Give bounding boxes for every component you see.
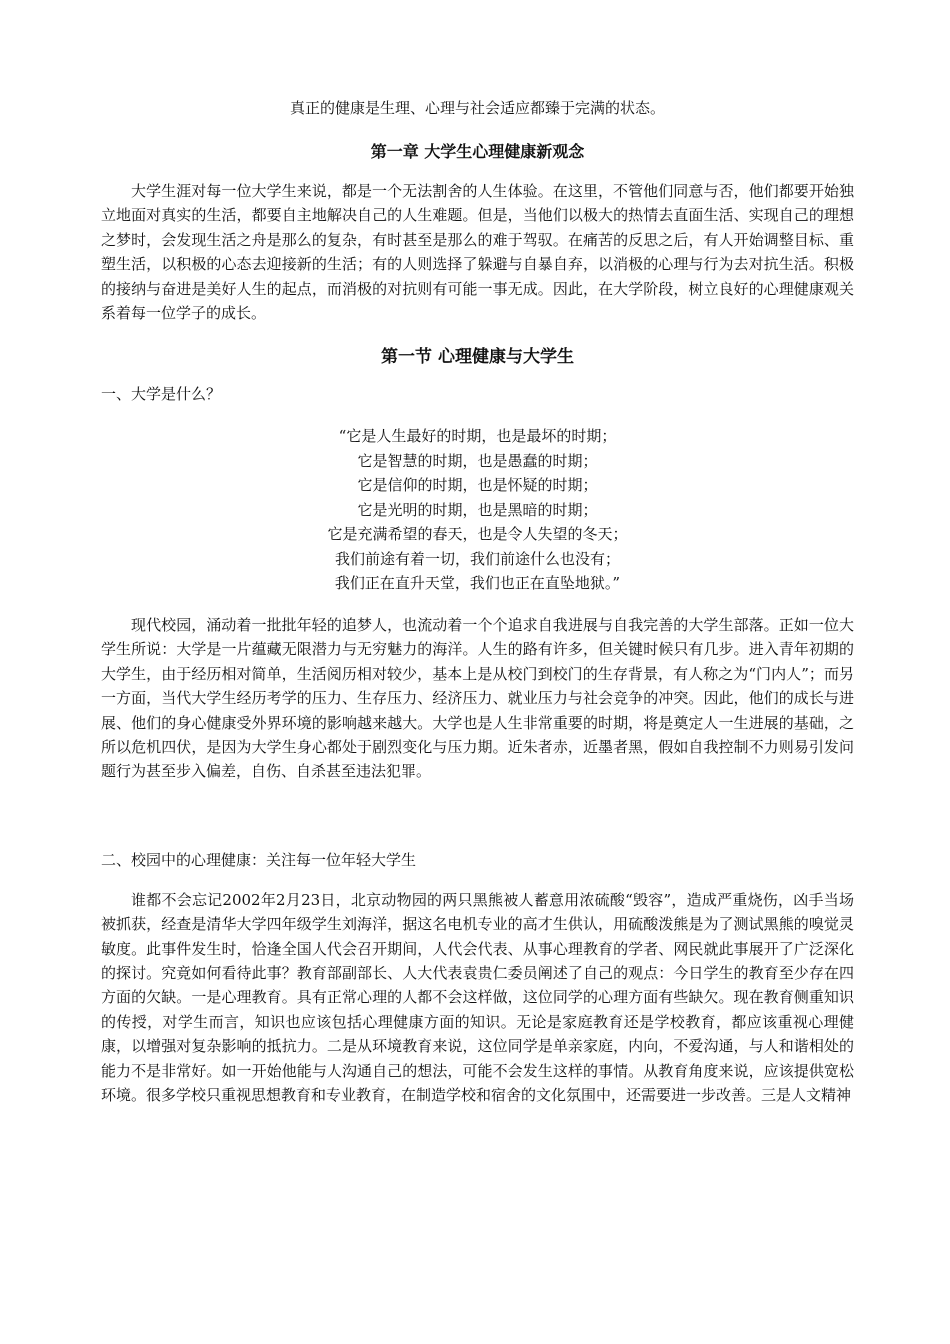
subsection-1-paragraph: 现代校园，涌动着一批批年轻的追梦人，也流动着一个个追求自我进展与自我完善的大学生部落。正如一位大学生所说：大学是一片蕴藏无限潜力与无穷魅力的海洋。人生的路有许多，但关键时候只有几步。进入青年初期的大学生，由于经历相对简单，生活阅历相对较少，基本上是从校门到校门的生存背景，有人称之为“门内人”；而另一方面，当代大学生经历考学的压力、生存压力、经济压力、就业压力与社会竞争的冲突。因此，他们的成长与进展、他们的身心健康受外界环境的影响越来越大。大学也是人生非常重要的时期，将是奠定人一生进展的基础，之所以危机四伏，是因为大学生身心都处于剧烈变化与压力期。近朱者赤，近墨者黑，假如自我控制不力则易引发问题行为甚至步入偏差，自伤、自杀甚至违法犯罪。 xyxy=(101,615,854,781)
quote-line: 它是光明的时期，也是黑暗的时期； xyxy=(357,500,598,519)
chapter-title: 第一章 大学生心理健康新观念 xyxy=(370,142,585,161)
quote-line: 我们正在直升天堂，我们也正在直坠地狱。” xyxy=(334,574,621,593)
subsection-2-paragraph: 谁都不会忘记2002年2月23日，北京动物园的两只黑熊被人蓄意用浓硫酸“毁容”，造成严重烧伤，凶手当场被抓获，经查是清华大学四年级学生刘海洋，据这名电机专业的高才生供认，用硫酸泼熊是为了测试黑熊的嗅觉灵敏度。此事件发生时，恰逢全国人代会召开期间，人代会代表、从事心理教育的学者、网民就此事展开了广泛深化的探讨。究竟如何看待此事？教育部副部长、人大代表袁贵仁委员阐述了自己的观点：今日学生的教育至少存在四方面的欠缺。一是心理教育。具有正常心理的人都不会这样做，这位同学的心理方面有些缺欠。现在教育侧重知识的传授，对学生而言，知识也应该包括心理健康方面的知识。无论是家庭教育还是学校教育，都应该重视心理健康，以增强对复杂影响的抵抗力。二是从环境教育来说，这位同学是单亲家庭，内向，不爱沟通，与人和谐相处的能力不是非常好。如一开始他能与人沟通自己的想法，可能不会发生这样的事情。从教育角度来说，应该提供宽松环境。很多学校只重视思想教育和专业教育，在制造学校和宿舍的文化氛围中，还需要进一步改善。三是人文精神 xyxy=(101,890,854,1105)
quote-line: 我们前途有着一切，我们前途什么也没有； xyxy=(334,549,620,568)
quote-line: 它是信仰的时期，也是怀疑的时期； xyxy=(357,476,598,495)
spacer xyxy=(101,784,854,848)
section-title: 第一节 心理健康与大学生 xyxy=(381,347,574,368)
quote-block xyxy=(101,424,854,596)
subsection-1-heading: 一、大学是什么？ xyxy=(101,385,222,404)
quote-line: 它是充满希望的春天，也是令人失望的冬天； xyxy=(327,525,628,544)
quote-line: 它是智慧的时期，也是愚蠢的时期； xyxy=(357,451,598,470)
intro-line: 真正的健康是生理、心理与社会适应都臻于完满的状态。 xyxy=(289,99,665,117)
document-page xyxy=(101,96,854,1107)
quote-line: “它是人生最好的时期，也是最坏的时期； xyxy=(338,427,617,446)
chapter-intro-paragraph: 大学生涯对每一位大学生来说，都是一个无法割舍的人生体验。在这里，不管他们同意与否，他们都要开始独立地面对真实的生活，都要自主地解决自己的人生难题。但是，当他们以极大的热情去直面生活、实现自己的理想之梦时，会发现生活之舟是那么的复杂，有时甚至是那么的难于驾驭。在痛苦的反思之后，有人开始调整目标、重塑生活，以积极的心态去迎接新的生活；有的人则选择了躲避与自暴自弃，以消极的心理与行为去对抗生活。积极的接纳与奋进是美好人生的起点，而消极的对抗则有可能一事无成。因此，在大学阶段，树立良好的心理健康观关系着每一位学子的成长。 xyxy=(101,182,854,323)
subsection-2-heading: 二、校园中的心理健康：关注每一位年轻大学生 xyxy=(101,850,417,869)
